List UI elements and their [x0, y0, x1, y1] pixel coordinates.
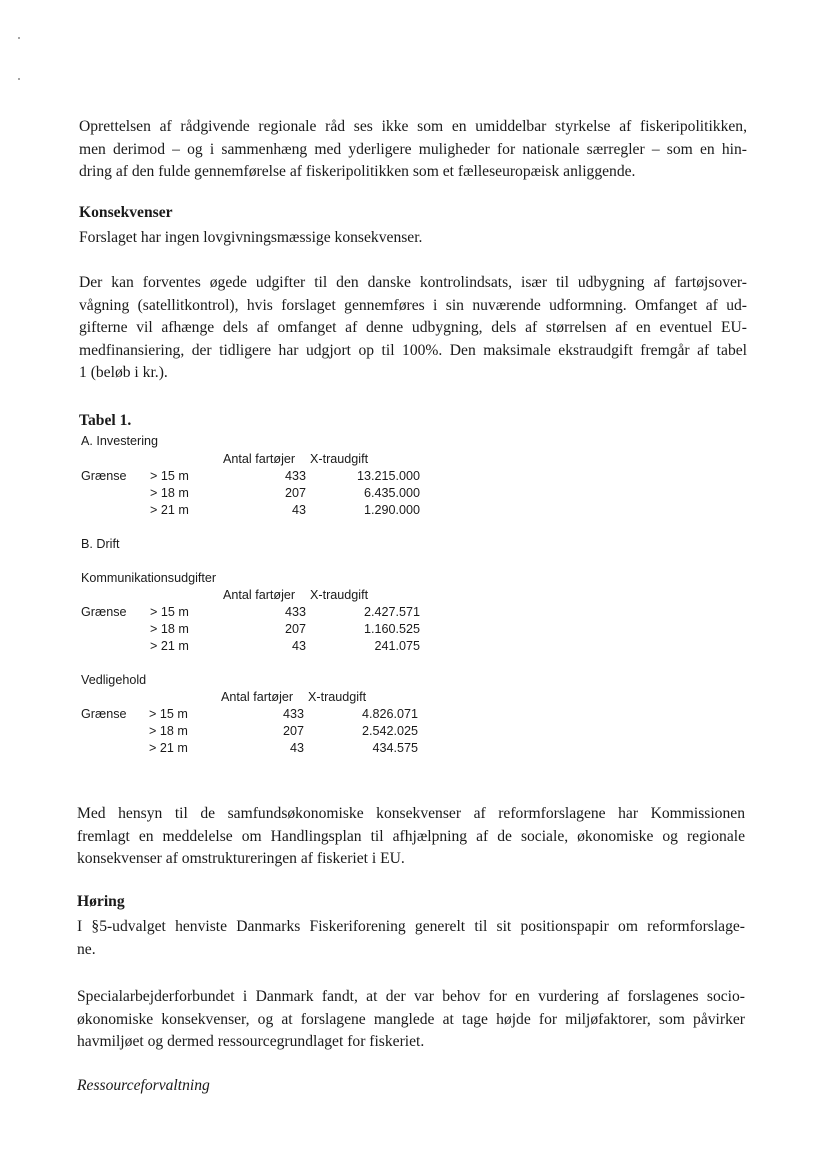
table-cell-cost: 13.215.000 [356, 469, 420, 483]
table-cell-limit: > 18 m [150, 486, 189, 500]
table-cell-cost: 434.575 [372, 741, 418, 755]
table-cell-cost: 6.435.000 [363, 486, 420, 500]
table-cell-limit: > 21 m [150, 639, 189, 653]
text-line: Oprettelsen af rådgivende regionale råd ses ikke som en umiddelbar styrkelse af fiskeripolitikken, [79, 118, 747, 135]
table-cell-vessels: 433 [282, 707, 304, 721]
text-line: dring af den fulde gennemførelse af fiskeripolitikken som et fælleseuropæisk anliggende. [79, 163, 636, 180]
text-line: Med hensyn til de samfundsøkonomiske konsekvenser af reformforslagene har Kommissionen [77, 805, 745, 822]
table-cell-cost: 241.075 [374, 639, 420, 653]
text-line: Forslaget har ingen lovgivningsmæssige konsekvenser. [79, 229, 423, 246]
table-subsection-label: Kommunikationsudgifter [81, 571, 217, 585]
column-header-cost: X-traudgift [310, 588, 369, 602]
row-label: Grænse [81, 469, 127, 483]
table-cell-limit: > 18 m [149, 724, 188, 738]
text-line: havmiljøet og dermed ressourcegrundlaget for fiskeriet. [77, 1033, 425, 1050]
scan-speck [18, 37, 20, 39]
column-header-cost: X-traudgift [308, 690, 367, 704]
intro-paragraph [79, 116, 747, 184]
union-paragraph [77, 986, 745, 1054]
table-cell-limit: > 15 m [149, 707, 188, 721]
section-heading-hoering: Høring [77, 893, 125, 910]
column-header-cost: X-traudgift [310, 452, 369, 466]
text-line: vågning (satellitkontrol), hvis forslaget gennemføres i sin nuværende udformning. Omfanget af ud- [79, 296, 747, 314]
table-cell-vessels: 43 [291, 503, 306, 517]
table-cell-cost: 1.160.525 [363, 622, 420, 636]
table-cell-limit: > 21 m [150, 503, 189, 517]
table-cell-limit: > 18 m [150, 622, 189, 636]
cost-paragraph [79, 272, 747, 385]
konsekvenser-paragraph [79, 227, 747, 250]
table-cell-vessels: 433 [284, 469, 306, 483]
table-cell-vessels: 43 [289, 741, 304, 755]
table-cell-vessels: 207 [284, 486, 306, 500]
socioeconomic-paragraph [77, 803, 745, 871]
table-section-label: A. Investering [81, 434, 159, 448]
column-header-vessels: Antal fartøjer [223, 588, 296, 602]
text-line: ne. [77, 940, 96, 958]
table-cell-cost: 2.542.025 [361, 724, 418, 738]
hoering-paragraph [77, 916, 745, 961]
subheading-ressourceforvaltning: Ressourceforvaltning [77, 1077, 210, 1094]
text-line: økonomiske konsekvenser, og at forslagene manglede at tage højde for miljøfaktorer, som påvirker [77, 1010, 745, 1028]
table-cell-cost: 1.290.000 [363, 503, 420, 517]
table-subsection-label: Vedligehold [81, 673, 147, 687]
text-line: 1 (beløb i kr.). [79, 364, 168, 381]
table-section-label-drift: B. Drift [81, 537, 120, 551]
scan-speck [18, 78, 20, 80]
text-line: Der kan forventes øgede udgifter til den danske kontrolindsats, især til udbygning af fartøjsover- [79, 274, 747, 291]
text-line: fremlagt en meddelelse om Handlingsplan til afhjælpning af de sociale, økonomiske og regionale [77, 827, 745, 845]
table-cell-vessels: 207 [284, 622, 306, 636]
table-cell-vessels: 207 [282, 724, 304, 738]
column-header-vessels: Antal fartøjer [223, 452, 296, 466]
table-title: Tabel 1. [79, 412, 132, 429]
table-cell-vessels: 433 [284, 605, 306, 619]
table-cell-limit: > 15 m [150, 605, 189, 619]
text-line: Specialarbejderforbundet i Danmark fandt, at der var behov for en vurdering af forslagenes socio- [77, 988, 745, 1005]
table-cell-limit: > 21 m [149, 741, 188, 755]
text-line: konsekvenser af omstruktureringen af fiskeriet i EU. [77, 850, 405, 867]
text-line: medfinansiering, der tidligere har udgjort op til 100%. Den maksimale ekstraudgift fremgår af tabel [79, 341, 747, 359]
text-line: men derimod – og i sammenhæng med yderligere muligheder for nationale særregler – som en hin- [79, 140, 747, 158]
section-heading-konsekvenser: Konsekvenser [79, 204, 173, 221]
row-label: Grænse [81, 707, 127, 721]
column-header-vessels: Antal fartøjer [221, 690, 294, 704]
table-cell-limit: > 15 m [150, 469, 189, 483]
table-cell-cost: 4.826.071 [361, 707, 418, 721]
table-cell-cost: 2.427.571 [363, 605, 420, 619]
row-label: Grænse [81, 605, 127, 619]
table-cell-vessels: 43 [291, 639, 306, 653]
text-line: I §5-udvalget henviste Danmarks Fiskeriforening generelt til sit positionspapir om reformforslage- [77, 918, 745, 935]
text-line: gifterne vil afhænge dels af omfanget af denne udbygning, dels af størrelsen af en eventuel EU- [79, 319, 747, 336]
